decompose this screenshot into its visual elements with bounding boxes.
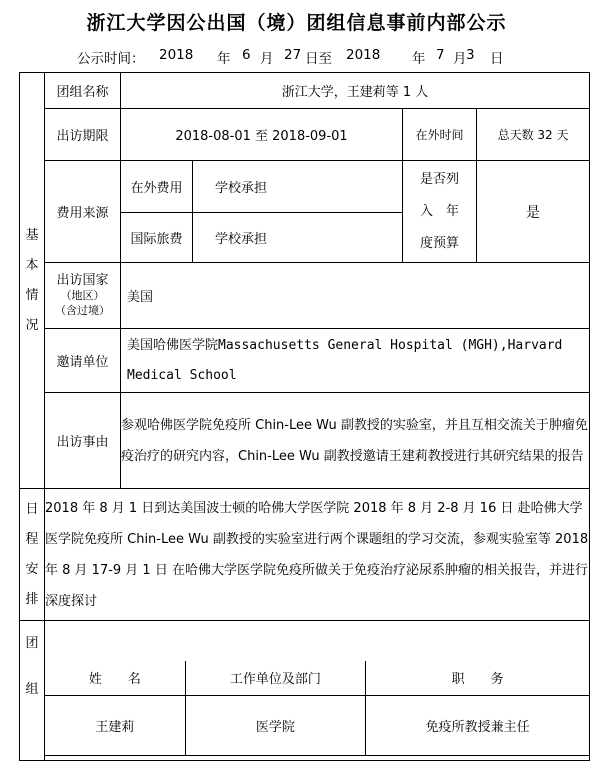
- members-section-label: 团 组: [20, 621, 45, 761]
- basic-section-label: 基 本 情 况: [20, 73, 45, 489]
- funding-travel-value: 学校承担: [193, 213, 403, 263]
- members-header-unit: 工作单位及部门: [185, 661, 365, 695]
- period-label: 出访期限: [45, 109, 121, 161]
- members-header-name: 姓 名: [45, 661, 185, 695]
- budget-label: 是否列 入 年 度预算: [403, 161, 477, 263]
- purpose-label: 出访事由: [45, 393, 121, 489]
- period-value: 2018-08-01 至 2018-09-01: [121, 109, 403, 161]
- pub-end-year: 2018: [346, 47, 381, 63]
- purpose-value: 参观哈佛医学院免疫所 Chin-Lee Wu 副教授的实验室，并且互相交流关于肿瘤免疫治疗的研究内容，Chin-Lee Wu 副教授邀请王建莉教授进行其研究结果的报告: [121, 393, 590, 489]
- pub-start-month: 6: [242, 47, 251, 63]
- group-name-value: 浙江大学，王建莉等 1 人: [121, 73, 590, 109]
- pub-end-month: 7: [436, 47, 445, 63]
- inviter-label: 邀请单位: [45, 329, 121, 393]
- page-title: 浙江大学因公出国（境）团组信息事前内部公示: [86, 12, 507, 34]
- country-label: 出访国家 （地区） （含过境）: [45, 263, 121, 329]
- member-unit: 医学院: [185, 695, 365, 755]
- pub-start-year: 2018: [159, 47, 194, 63]
- group-name-label: 团组名称: [45, 73, 121, 109]
- funding-abroad-value: 学校承担: [193, 161, 403, 213]
- budget-value: 是: [477, 161, 590, 263]
- member-name: 王建莉: [45, 695, 185, 755]
- schedule-text: 2018 年 8 月 1 日到达美国波士顿的哈佛大学医学院 2018 年 8 月 2-8 月 16 日 赴哈佛大学医学院免疫所 Chin-Lee Wu 副教授的实验室进行两个课题组的学习交流，参观实验室等 2018 年 8 月 17-9 月 1 日 在哈佛大学医学院免疫所做关于免疫治疗泌尿系肿瘤的相关报告，并进行深度探讨: [45, 489, 590, 621]
- funding-abroad-label: 在外费用: [121, 161, 193, 213]
- pub-year-char-2: 年: [412, 51, 426, 67]
- members-table: [45, 661, 589, 756]
- info-form-table: [19, 72, 590, 761]
- funding-travel-label: 国际旅费: [121, 213, 193, 263]
- pub-end-day: 3: [466, 47, 475, 63]
- days-abroad-label: 在外时间: [403, 109, 477, 161]
- funding-label: 费用来源: [45, 161, 121, 263]
- member-title: 免疫所教授兼主任: [366, 695, 589, 755]
- inviter-value: 美国哈佛医学院Massachusetts General Hospital (MGH),Harvard Medical School: [121, 329, 590, 393]
- pub-month-char-2: 月: [453, 51, 467, 67]
- country-value: 美国: [121, 263, 590, 329]
- members-area: [45, 621, 590, 761]
- pub-year-char: 年: [217, 51, 231, 67]
- schedule-section-label: 日 程 安 排: [20, 489, 45, 621]
- pub-to-char: 日至: [305, 51, 332, 67]
- days-abroad-value: 总天数 32 天: [477, 109, 590, 161]
- pub-start-day: 27: [284, 47, 302, 63]
- table-row: [45, 695, 589, 755]
- members-header-title: 职 务: [366, 661, 589, 695]
- pub-month-char: 月: [260, 51, 274, 67]
- pub-day-char: 日: [490, 51, 504, 67]
- pub-label: 公示时间：: [77, 51, 145, 67]
